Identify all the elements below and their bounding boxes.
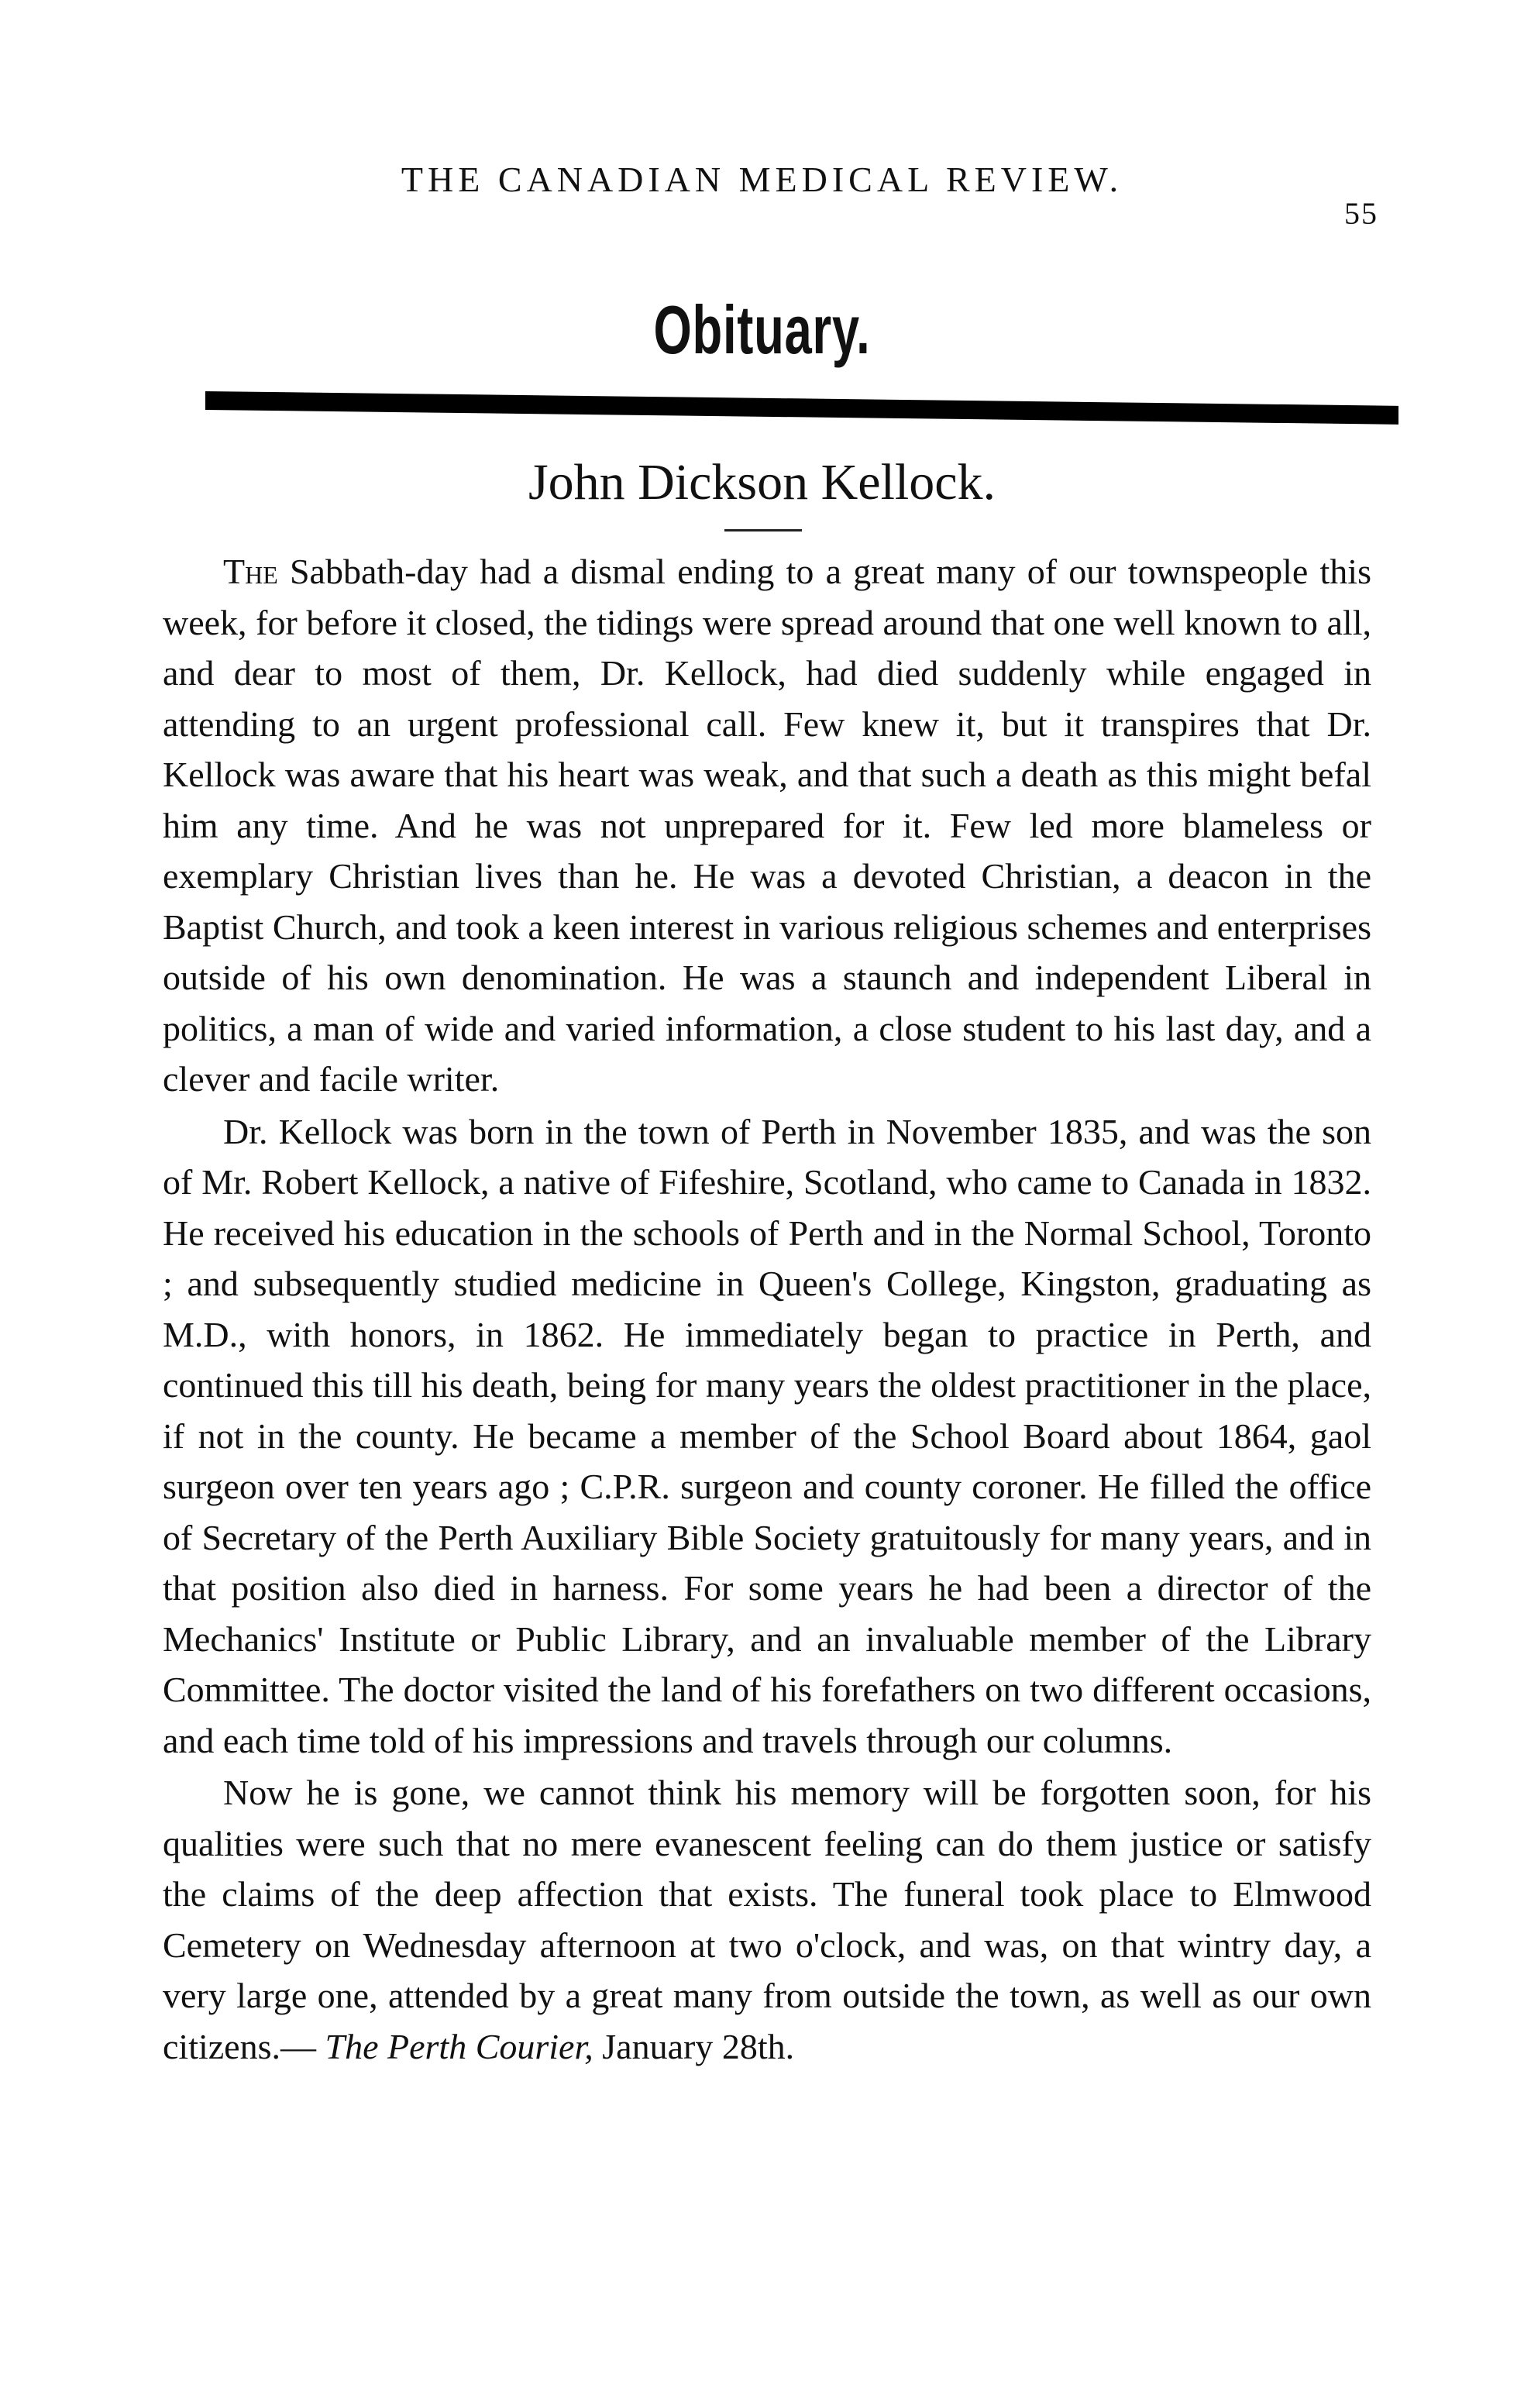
paragraph-1	[163, 546, 1371, 1105]
paragraph-text: Now he is gone, we cannot think his memory will be forgotten soon, for his qualities were such that no mere evanescent feeling can do them justice or satisfy the claims of the deep affection that exists. The funeral took place to Elmwood Cemetery on Wednesday afternoon at two o'clock, and was, on that wintry day, a very large one, attended by a great many from outside the town, as well as our own citizens.—	[163, 1773, 1371, 2066]
title-rule	[724, 529, 802, 531]
section-title: Obituary.	[653, 291, 871, 368]
running-header: THE CANADIAN MEDICAL REVIEW.	[401, 160, 1123, 199]
heavy-rule	[205, 391, 1398, 425]
source-citation: The Perth Courier,	[325, 2026, 593, 2066]
paragraph-text: Dr. Kellock was born in the town of Perth in November 1835, and was the son of Mr. Robert Kellock, a native of Fifeshire, Scotland, who came to Canada in 1832. He received his education in the schools of Perth and in the Normal School, Toronto ; and subsequently studied medicine in Queen's College, Kingston, graduating as M.D., with honors, in 1862. He immediately began to practice in Perth, and continued this till his death, being for many years the oldest practitioner in the place, if not in the county. He became a member of the School Board about 1864, gaol surgeon over ten years ago ; C.P.R. surgeon and county coroner. He filled the office of Secretary of the Perth Auxiliary Bible Society gratuitously for many years, and in that position also died in harness. For some years he had been a director of the Mechanics' Institute or Public Library, and an invaluable member of the Library Committee. The doctor visited the land of his forefathers on two different occasions, and each time told of his impressions and travels through our columns.	[163, 1111, 1371, 1760]
article-title: John Dickson Kellock.	[528, 454, 996, 511]
paragraph-3	[163, 1767, 1371, 2072]
lead-word: The	[223, 552, 278, 591]
article-body	[163, 546, 1371, 2072]
citation-date: January 28th.	[593, 2026, 795, 2066]
paragraph-2	[163, 1106, 1371, 1766]
page-number: 55	[1344, 196, 1378, 231]
paragraph-text: Sabbath-day had a dismal ending to a great many of our townspeople this week, for before it closed, the tidings were spread around that one well known to all, and dear to most of them, Dr. Kellock, had died suddenly while engaged in attending to an urgent professional call. Few knew it, but it transpires that Dr. Kellock was aware that his heart was weak, and that such a death as this might befal him any time. And he was not unprepared for it. Few led more blameless or exemplary Christian lives than he. He was a devoted Christian, a deacon in the Baptist Church, and took a keen interest in various religious schemes and enterprises outside of his own denomination. He was a staunch and independent Liberal in politics, a man of wide and varied information, a close student to his last day, and a clever and facile writer.	[163, 552, 1371, 1099]
